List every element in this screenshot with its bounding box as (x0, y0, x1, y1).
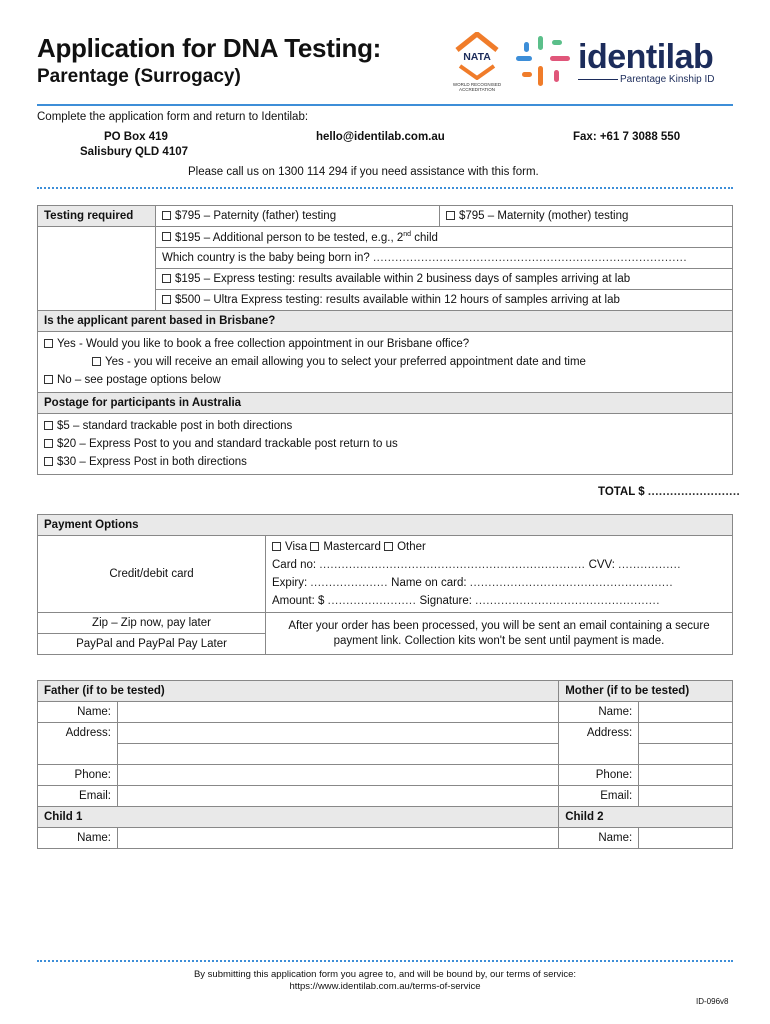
checkbox[interactable] (162, 211, 171, 220)
postage-head: Postage for participants in Australia (38, 393, 733, 414)
father-address-input[interactable] (118, 723, 559, 744)
page-subtitle: Parentage (Surrogacy) (37, 66, 241, 87)
contact-rule (37, 187, 733, 189)
payment-table (37, 514, 733, 655)
expiry-name-field[interactable]: Expiry: ..................... Name on card: ....................................................... (272, 577, 674, 589)
amount-signature-field[interactable]: Amount: $ ........................ Signature: .................................................. (272, 595, 660, 607)
testing-table (37, 205, 733, 475)
checkbox[interactable] (44, 375, 53, 384)
checkbox-other[interactable] (384, 542, 393, 551)
mother-name-input[interactable] (639, 702, 733, 723)
checkbox[interactable] (446, 211, 455, 220)
option-postage-3[interactable]: $30 – Express Post in both directions (44, 453, 726, 471)
mother-address-label: Address: (559, 723, 639, 744)
nata-accreditation: WORLD RECOGNISED ACCREDITATION (452, 82, 502, 92)
checkbox-visa[interactable] (272, 542, 281, 551)
checkbox[interactable] (162, 295, 171, 304)
checkbox[interactable] (44, 439, 53, 448)
checkbox[interactable] (162, 232, 171, 241)
country-field[interactable]: Which country is the baby being born in? ..................................................................................... (156, 248, 733, 269)
identilab-mark-icon (514, 34, 574, 90)
identilab-logo (514, 34, 734, 90)
card-details: Visa Mastercard Other Card no: ........................................................................ CVV: ................. Expiry: ..................... Name on card: ....................................................... Amount: $ ........................ Signature: .................................................. (266, 536, 733, 613)
father-address-label: Address: (38, 723, 118, 744)
checkbox[interactable] (44, 339, 53, 348)
logo-word: identilab (578, 38, 714, 76)
card-number-field[interactable]: Card no: ........................................................................ CVV: ................. (272, 559, 681, 571)
mother-head: Mother (if to be tested) (559, 681, 733, 702)
option-postage-2[interactable]: $20 – Express Post to you and standard trackable post return to us (44, 435, 726, 453)
mother-name-label: Name: (559, 702, 639, 723)
payment-paypal: PayPal and PayPal Pay Later (38, 634, 266, 655)
father-email-input[interactable] (118, 786, 559, 807)
contact-email[interactable]: hello@identilab.com.au (316, 131, 445, 143)
checkbox-mastercard[interactable] (310, 542, 319, 551)
contact-call: Please call us on 1300 114 294 if you need assistance with this form. (188, 166, 539, 178)
nata-text: NATA (463, 51, 491, 63)
contact-intro: Complete the application form and return to Identilab: (37, 111, 309, 123)
brisbane-options (38, 332, 733, 393)
mother-address-input[interactable] (639, 723, 733, 744)
father-head: Father (if to be tested) (38, 681, 559, 702)
child1-name-label: Name: (38, 828, 118, 849)
option-additional[interactable]: $195 – Additional person to be tested, e.g., 2nd child (156, 227, 733, 248)
father-address-input-2[interactable] (118, 744, 559, 765)
option-brisbane-yes[interactable]: Yes - Would you like to book a free collection appointment in our Brisbane office? (44, 335, 726, 353)
child2-head: Child 2 (559, 807, 733, 828)
child1-head: Child 1 (38, 807, 559, 828)
option-paternity[interactable]: $795 – Paternity (father) testing (156, 206, 440, 227)
payment-note: After your order has been processed, you will be sent an email containing a secure payment link. Collection kits won't be sent until payment is made. (266, 613, 733, 655)
father-email-label: Email: (38, 786, 118, 807)
mother-email-label: Email: (559, 786, 639, 807)
payment-head: Payment Options (38, 515, 733, 536)
checkbox[interactable] (44, 457, 53, 466)
option-postage-1[interactable]: $5 – standard trackable post in both directions (44, 417, 726, 435)
contact-po-box: PO Box 419 (104, 131, 168, 143)
option-ultra[interactable]: $500 – Ultra Express testing: results available within 12 hours of samples arriving at lab (156, 290, 733, 311)
logo-tagline: Parentage Kinship ID (620, 74, 715, 85)
page-title: Application for DNA Testing: (37, 33, 382, 63)
father-phone-label: Phone: (38, 765, 118, 786)
brisbane-head: Is the applicant parent based in Brisbane? (38, 311, 733, 332)
father-phone-input[interactable] (118, 765, 559, 786)
logo-divider (578, 79, 618, 80)
option-brisbane-yes-sub[interactable]: Yes - you will receive an email allowing you to select your preferred appointment date and time (44, 353, 726, 371)
mother-email-input[interactable] (639, 786, 733, 807)
checkbox[interactable] (162, 274, 171, 283)
option-maternity[interactable]: $795 – Maternity (mother) testing (440, 206, 733, 227)
document-code: ID-096v8 (696, 997, 729, 1006)
footer-rule (37, 960, 733, 962)
payment-zip: Zip – Zip now, pay later (38, 613, 266, 634)
people-table (37, 680, 733, 849)
father-name-input[interactable] (118, 702, 559, 723)
nata-logo (452, 32, 502, 92)
child2-name-input[interactable] (639, 828, 733, 849)
footer-terms: By submitting this application form you agree to, and will be bound by, our terms of service: (193, 969, 577, 980)
mother-address-input-2[interactable] (639, 744, 733, 765)
checkbox[interactable] (92, 357, 101, 366)
contact-fax: Fax: +61 7 3088 550 (573, 131, 681, 143)
header-rule (37, 104, 733, 106)
child1-name-input[interactable] (118, 828, 559, 849)
testing-label: Testing required (38, 206, 156, 227)
option-express[interactable]: $195 – Express testing: results available within 2 business days of samples arriving at lab (156, 269, 733, 290)
father-name-label: Name: (38, 702, 118, 723)
child2-name-label: Name: (559, 828, 639, 849)
card-label: Credit/debit card (38, 536, 266, 613)
postage-options (38, 414, 733, 475)
option-brisbane-no[interactable]: No – see postage options below (44, 371, 726, 389)
footer-url[interactable]: https://www.identilab.com.au/terms-of-service (289, 981, 481, 992)
mother-phone-input[interactable] (639, 765, 733, 786)
checkbox[interactable] (44, 421, 53, 430)
total-field[interactable]: TOTAL $ ......................... (598, 486, 741, 498)
mother-phone-label: Phone: (559, 765, 639, 786)
contact-suburb: Salisbury QLD 4107 (80, 146, 189, 158)
